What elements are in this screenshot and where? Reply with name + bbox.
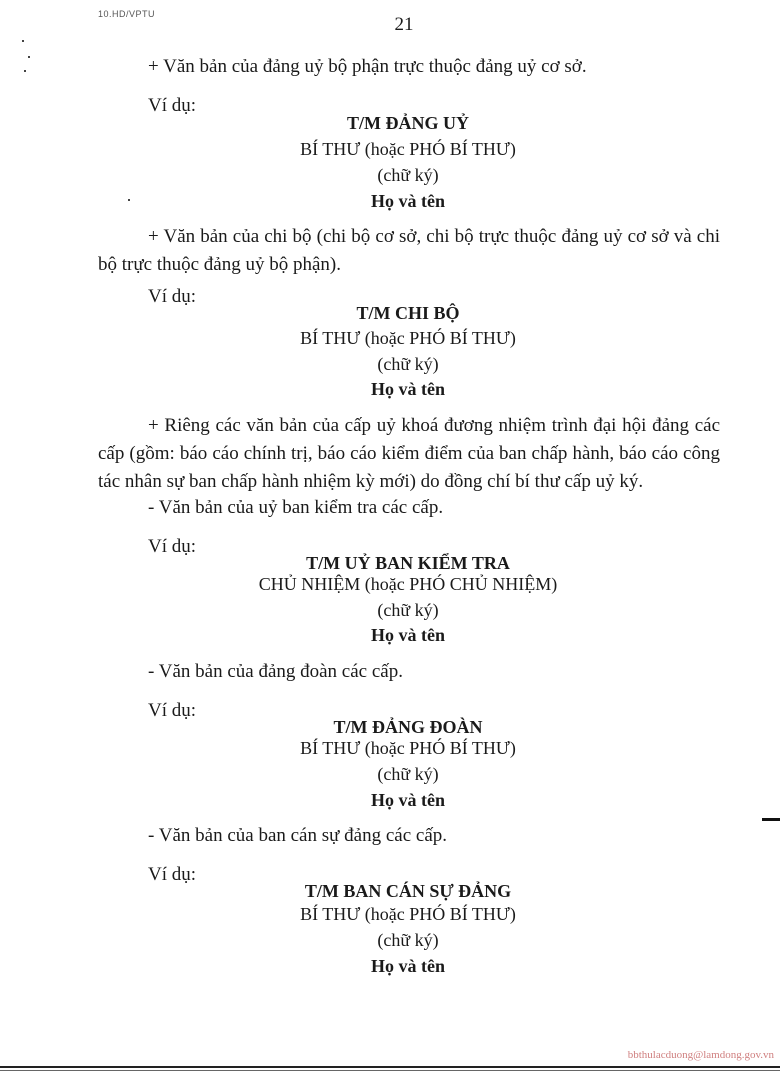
signature-role: CHỦ NHIỆM (hoặc PHÓ CHỦ NHIỆM) bbox=[258, 574, 558, 594]
footer-rule bbox=[0, 1066, 780, 1068]
page-number: 21 bbox=[394, 14, 414, 35]
signature-placeholder: (chữ ký) bbox=[377, 600, 439, 620]
example-label: Ví dụ: bbox=[148, 536, 197, 557]
paragraph-party-delegation: - Văn bản của đảng đoàn các cấp. bbox=[148, 661, 403, 682]
paragraph-party-cell bbox=[98, 223, 720, 279]
scan-speck bbox=[22, 40, 24, 42]
signature-role: BÍ THƯ (hoặc PHÓ BÍ THƯ) bbox=[300, 904, 516, 924]
paragraph-inspection-committee: - Văn bản của uỷ ban kiểm tra các cấp. bbox=[148, 497, 444, 518]
scan-speck bbox=[28, 56, 30, 58]
signature-name: Họ và tên bbox=[371, 625, 445, 645]
signature-name: Họ và tên bbox=[371, 956, 445, 976]
signature-placeholder: (chữ ký) bbox=[377, 764, 439, 784]
signature-placeholder: (chữ ký) bbox=[377, 930, 439, 950]
signature-title: T/M CHI BỘ bbox=[356, 303, 460, 323]
scan-speck bbox=[24, 70, 26, 72]
paragraph-party-committee-unit: + Văn bản của đảng uỷ bộ phận trực thuộc đảng uỷ cơ sở. bbox=[148, 56, 587, 77]
signature-title: T/M BAN CÁN SỰ ĐẢNG bbox=[304, 881, 512, 901]
signature-role: BÍ THƯ (hoặc PHÓ BÍ THƯ) bbox=[300, 139, 516, 159]
document-code: 10.HD/VPTU bbox=[98, 9, 156, 19]
signature-role: BÍ THƯ (hoặc PHÓ BÍ THƯ) bbox=[300, 738, 516, 758]
signature-role: BÍ THƯ (hoặc PHÓ BÍ THƯ) bbox=[300, 328, 516, 348]
email-watermark: bbthulacduong@lamdong.gov.vn bbox=[627, 1049, 774, 1061]
signature-title: T/M ĐẢNG UỶ bbox=[347, 113, 469, 133]
signature-placeholder: (chữ ký) bbox=[377, 354, 439, 374]
example-label: Ví dụ: bbox=[148, 95, 197, 116]
signature-name: Họ và tên bbox=[371, 790, 445, 810]
signature-name: Họ và tên bbox=[371, 379, 445, 399]
paragraph-party-affairs-committee: - Văn bản của ban cán sự đảng các cấp. bbox=[148, 825, 448, 846]
signature-placeholder: (chữ ký) bbox=[377, 165, 439, 185]
example-label: Ví dụ: bbox=[148, 864, 197, 885]
signature-title: T/M UỶ BAN KIỂM TRA bbox=[306, 553, 510, 573]
paragraph-text: + Riêng các văn bản của cấp uỷ khoá đương nhiệm trình đại hội đảng các cấp (gồm: báo cáo chính trị, báo cáo kiểm điểm của ban chấp hành, báo cáo công tác nhân sự ban chấp hành nhiệm kỳ mới) do đồng chí bí thư cấp uỷ ký. bbox=[98, 415, 720, 492]
example-label: Ví dụ: bbox=[148, 286, 197, 307]
paragraph-congress-documents bbox=[98, 412, 720, 496]
signature-title: T/M ĐẢNG ĐOÀN bbox=[333, 717, 483, 737]
footer-rule-thin bbox=[0, 1070, 780, 1071]
margin-mark bbox=[762, 818, 780, 821]
example-label: Ví dụ: bbox=[148, 700, 197, 721]
paragraph-text: + Văn bản của chi bộ (chi bộ cơ sở, chi bộ trực thuộc đảng uỷ cơ sở và chi bộ trực thuộc đảng uỷ bộ phận). bbox=[98, 226, 720, 275]
signature-name: Họ và tên bbox=[371, 191, 445, 211]
